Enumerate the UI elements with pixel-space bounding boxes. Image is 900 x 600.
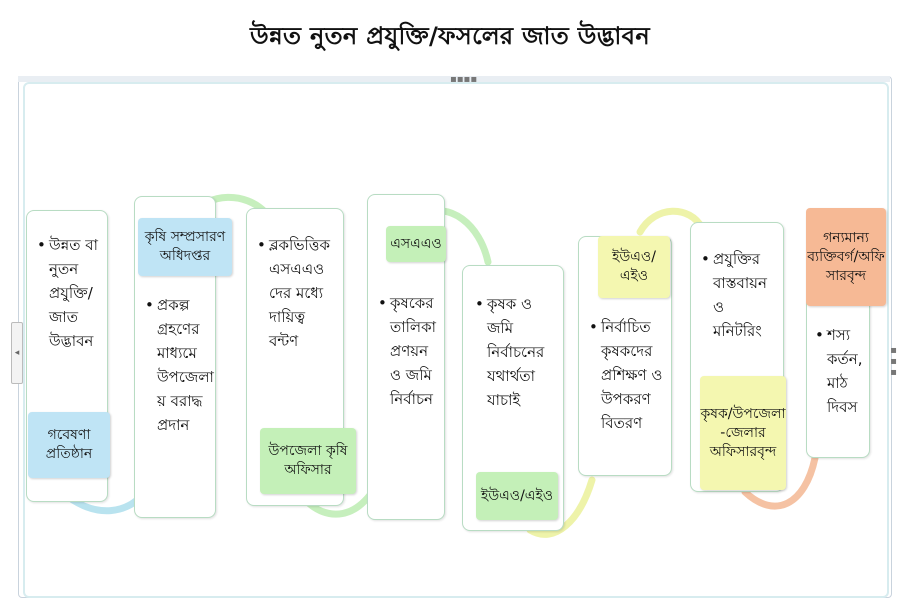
diagram-title: উন্নত নুতন প্রযুক্তি/ফসলের জাত উদ্ভাবন (250, 22, 650, 50)
step-1-actor-tag: গবেষণা প্রতিষ্ঠান (28, 412, 110, 478)
step-8-text: • শস্য কর্তন, মাঠ দিবস (815, 326, 863, 416)
step-5-actor-tag: ইউএও/এইও (476, 472, 558, 520)
step-6-text: • নির্বাচিত কৃষকদের প্রশিক্ষণ ও উপকরণ বিতরণ (589, 318, 663, 432)
step-6-actor-tag: ইউএও/এইও (598, 236, 670, 298)
step-8-actor-tag: গন্যমান্য ব্যক্তিবর্গ/অফি সারবৃন্দ (806, 208, 886, 306)
step-4-actor-tag: এসএএও (386, 226, 446, 262)
step-5-text: • কৃষক ও জমি নির্বাচনের যথার্থতা যাচাই (475, 295, 545, 409)
step-4-text: • কৃষকের তালিকা প্রণয়ন ও জমি নির্বাচন (378, 294, 436, 408)
expand-pane-handle[interactable]: ◂ (11, 322, 23, 384)
step-7-actor-tag: কৃষক/উপজেলা -জেলার অফিসারবৃন্দ (700, 376, 786, 490)
resize-handle-right[interactable]: ▪▪▪ (888, 345, 899, 378)
resize-handle-top[interactable]: ▪▪▪▪ (450, 74, 478, 85)
step-3-text: • ব্লকভিত্তিক এসএএও দের মধ্যে দায়িত্ব বন্টণ (257, 236, 331, 350)
step-3-actor-tag: উপজেলা কৃষি অফিসার (260, 428, 356, 494)
step-7-text: • প্রযুক্তির বাস্তবায়ন ও মনিটরিং (701, 250, 767, 340)
step-2-text: • প্রকল্প গ্রহণের মাধ্যমে উপজেলা য় বরাদ্ধ প্রদান (145, 296, 214, 434)
step-1-text: • উন্নত বা নুতন প্রযুক্তি/ জাত উদ্ভাবন (37, 236, 98, 350)
step-2-actor-tag: কৃষি সম্প্রসারণ অধিদপ্তর (138, 218, 232, 276)
